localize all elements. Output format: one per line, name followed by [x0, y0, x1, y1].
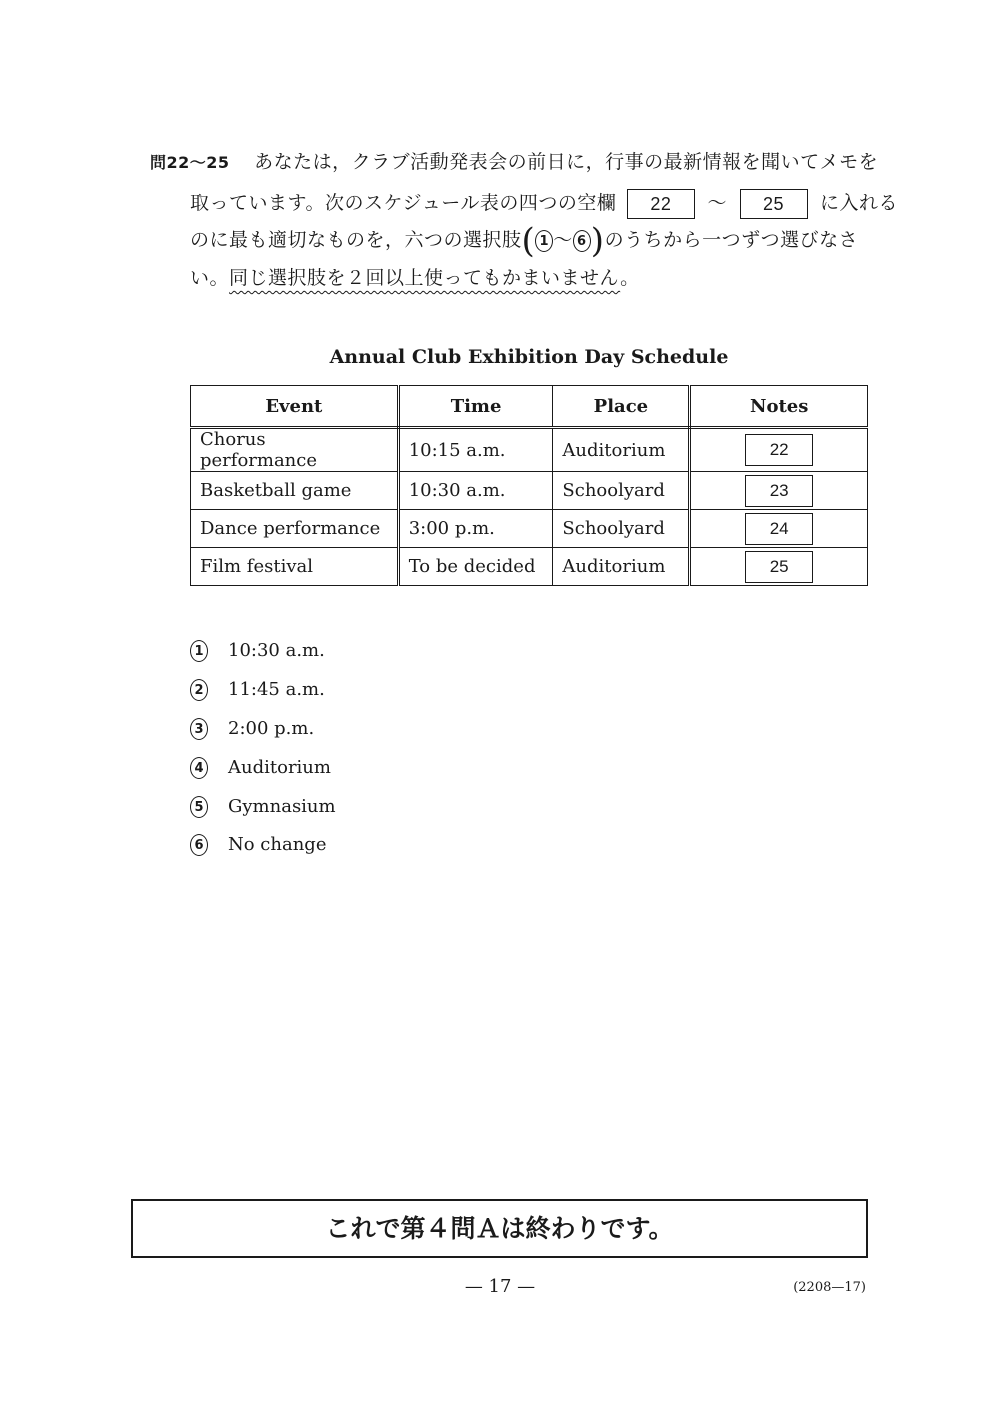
place-cell: Auditorium — [553, 428, 690, 472]
question-text-2: 取っています。次のスケジュール表の四つの空欄 — [190, 192, 617, 214]
column-header: Notes — [690, 386, 868, 428]
option-item — [190, 794, 336, 820]
option-item — [190, 832, 326, 858]
answer-blank: 23 — [745, 475, 813, 507]
question-text-1: あなたは，クラブ活動発表会の前日に，行事の最新情報を聞いてメモを — [254, 151, 879, 173]
time-cell: 10:15 a.m. — [398, 428, 553, 472]
event-cell: Film festival — [191, 548, 399, 586]
question-line-2 — [190, 189, 898, 219]
answer-blank: 22 — [745, 434, 813, 466]
place-cell: Schoolyard — [553, 472, 690, 510]
notes-cell — [690, 472, 868, 510]
option-text: Gymnasium — [228, 796, 336, 817]
question-text-2b: に入れる — [820, 192, 899, 214]
option-item — [190, 716, 314, 742]
option-item — [190, 677, 325, 703]
schedule-title: Annual Club Exhibition Day Schedule — [329, 346, 729, 368]
option-text: No change — [228, 834, 327, 855]
table-header-row — [191, 386, 868, 428]
answer-blank: 24 — [745, 513, 813, 545]
event-cell: Chorus performance — [191, 428, 399, 472]
question-text-4: い。 — [190, 267, 230, 289]
event-cell: Basketball game — [191, 472, 399, 510]
place-cell: Schoolyard — [553, 510, 690, 548]
section-end-notice: これで第４問Ａは終わりです。 — [131, 1199, 868, 1258]
event-cell: Dance performance — [191, 510, 399, 548]
tilde: ～ — [707, 192, 727, 214]
circled-number-icon: 2 — [190, 679, 208, 701]
question-line-3 — [190, 221, 859, 261]
circled-number-icon: 3 — [190, 718, 208, 740]
schedule-table — [190, 385, 868, 586]
answer-blank: 25 — [745, 551, 813, 583]
option-text: 11:45 a.m. — [228, 679, 325, 700]
question-number: 問22～25 — [150, 153, 230, 172]
option-text: Auditorium — [228, 757, 331, 778]
circled-number-icon: 6 — [573, 230, 591, 252]
question-text-3: のに最も適切なものを，六つの選択肢 — [190, 229, 522, 251]
option-item — [190, 755, 331, 781]
option-item — [190, 638, 325, 664]
circled-number-icon: 6 — [190, 834, 208, 856]
column-header: Place — [553, 386, 690, 428]
circled-number-icon: 1 — [190, 640, 208, 662]
notes-cell — [690, 548, 868, 586]
column-header: Event — [191, 386, 399, 428]
option-text: 2:00 p.m. — [228, 718, 315, 739]
time-cell: 10:30 a.m. — [398, 472, 553, 510]
question-line-1 — [150, 150, 878, 175]
blank-box-first: 22 — [627, 189, 695, 219]
paren-close: ) — [590, 221, 605, 261]
notes-cell — [690, 510, 868, 548]
question-text-4b: 。 — [620, 267, 640, 289]
question-line-4 — [190, 266, 640, 290]
circled-number-icon: 5 — [190, 796, 208, 818]
option-text: 10:30 a.m. — [228, 640, 325, 661]
tilde: ～ — [553, 229, 573, 251]
table-row — [191, 548, 868, 586]
table-row — [191, 428, 868, 472]
place-cell: Auditorium — [553, 548, 690, 586]
time-cell: 3:00 p.m. — [398, 510, 553, 548]
blank-box-last: 25 — [740, 189, 808, 219]
paren-open: ( — [521, 221, 536, 261]
emphasized-instruction: 同じ選択肢を２回以上使ってもかまいません — [229, 267, 621, 289]
table-row — [191, 472, 868, 510]
circled-number-icon: 4 — [190, 757, 208, 779]
column-header: Time — [398, 386, 553, 428]
notes-cell — [690, 428, 868, 472]
circled-number-icon: 1 — [535, 230, 553, 252]
table-row — [191, 510, 868, 548]
page-number: — 17 — — [464, 1276, 536, 1297]
time-cell: To be decided — [398, 548, 553, 586]
question-text-3b: のうちから一つずつ選びなさ — [604, 229, 859, 251]
document-code: (2208—17) — [793, 1280, 866, 1295]
